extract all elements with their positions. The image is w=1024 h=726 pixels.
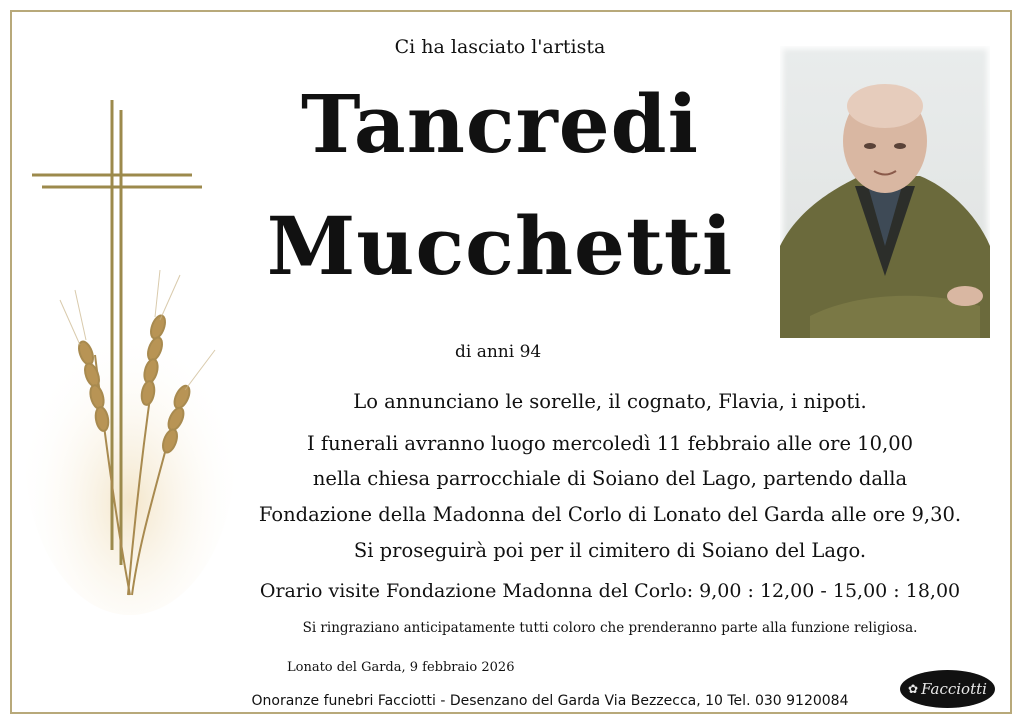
place-date-text: Lonato del Garda, 9 febbraio 2026: [287, 660, 515, 675]
deceased-last-name: Mucchetti: [266, 199, 734, 293]
cross-wheat-decoration: [20, 95, 235, 615]
portrait-illustration: [780, 46, 990, 338]
funeral-line-4: Si proseguirà poi per il cimitero di Soiano del Lago.: [353, 539, 867, 562]
announcement-text: Lo annunciano le sorelle, il cognato, Flavia, i nipoti.: [353, 390, 867, 413]
funeral-home-footer: Onoranze funebri Facciotti - Desenzano del Garda Via Bezzecca, 10 Tel. 030 9120084: [251, 693, 849, 709]
funeral-line-3: Fondazione della Madonna del Corlo di Lonato del Garda alle ore 9,30.: [258, 503, 962, 526]
portrait-photo: [780, 46, 990, 338]
visiting-hours-text: Orario visite Fondazione Madonna del Corlo: 9,00 : 12,00 - 15,00 : 18,00: [259, 580, 961, 602]
age-text: di anni 94: [455, 342, 542, 362]
rose-icon: ✿: [908, 682, 919, 696]
deceased-first-name: Tancredi: [301, 77, 699, 171]
thanks-text: Si ringraziano anticipatamente tutti coloro che prenderanno parte alla funzione religiosa.: [302, 620, 918, 636]
funeral-line-2: nella chiesa parrocchiale di Soiano del Lago, partendo dalla: [312, 467, 908, 490]
intro-text: Ci ha lasciato l'artista: [394, 36, 606, 58]
logo-text: Facciotti: [921, 680, 987, 698]
funeral-line-1: I funerali avranno luogo mercoledì 11 febbraio alle ore 10,00: [306, 432, 914, 455]
funeral-home-logo: [900, 670, 995, 708]
